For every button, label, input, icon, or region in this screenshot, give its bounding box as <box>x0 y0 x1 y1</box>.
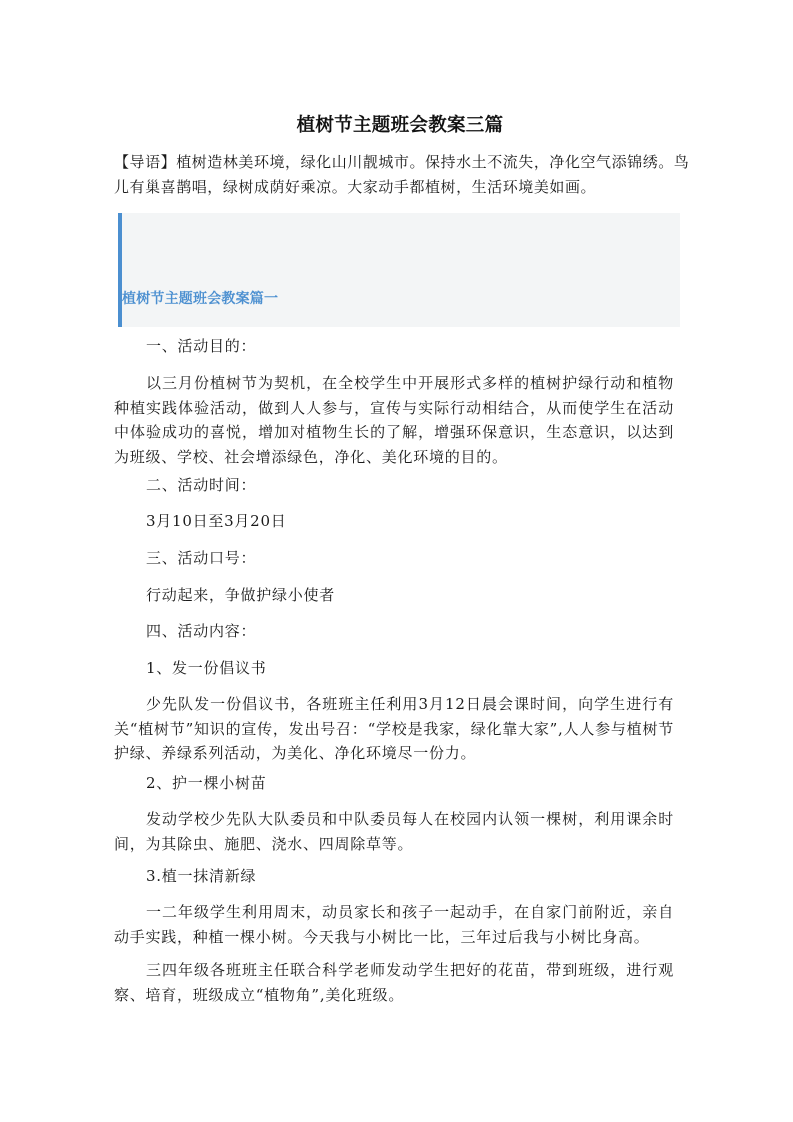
document-title: 植树节主题班会教案三篇 <box>296 115 504 136</box>
activity-slogan-value: 行动起来，争做护绿小使者 <box>146 586 336 604</box>
subheading-proposal: 1、发一份倡议书 <box>146 659 267 677</box>
paragraph-grade-1-2: 一二年级学生利用周末，动员家长和孩子一起动手，在自家门前附近，亲自动手实践，种植一棵小树。今天我与小树比一比，三年过后我与小树比身高。 <box>114 903 674 946</box>
paragraph-protect-sapling: 发动学校少先队大队委员和中队委员每人在校园内认领一棵树，利用课余时间，为其除虫、施肥、浇水、四周除草等。 <box>114 810 674 853</box>
section-heading-box <box>118 213 680 327</box>
intro-paragraph: 【导语】植树造林美环境，绿化山川靓城市。保持水土不流失，净化空气添锦绣。鸟儿有巢喜鹊唱，绿树成荫好乘凉。大家动手都植树，生活环境美如画。 <box>114 153 690 196</box>
heading-activity-purpose: 一、活动目的： <box>146 337 257 355</box>
heading-activity-content: 四、活动内容： <box>146 622 257 640</box>
subheading-plant-green: 3.植一抹清新绿 <box>146 867 257 885</box>
activity-time-value: 3月10日至3月20日 <box>146 512 287 530</box>
heading-activity-slogan: 三、活动口号： <box>146 549 257 567</box>
paragraph-proposal: 少先队发一份倡议书，各班班主任利用3月12日晨会课时间，向学生进行有关“植树节”知识的宣传，发出号召：“学校是我家，绿化靠大家”,人人参与植树节护绿、养绿系列活动，为美化、净化环境尽一份力。 <box>114 695 674 762</box>
heading-activity-time: 二、活动时间： <box>146 476 257 494</box>
section-heading: 植树节主题班会教案篇一 <box>122 291 279 307</box>
paragraph-grade-3-4: 三四年级各班班主任联合科学老师发动学生把好的花苗，带到班级，进行观察、培育，班级成立“植物角”,美化班级。 <box>114 961 674 1004</box>
subheading-protect-sapling: 2、护一棵小树苗 <box>146 774 267 792</box>
paragraph-activity-purpose: 以三月份植树节为契机，在全校学生中开展形式多样的植树护绿行动和植物种植实践体验活动，做到人人参与，宣传与实际行动相结合，从而使学生在活动中体验成功的喜悦，增加对植物生长的了解，增强环保意识，生态意识，以达到为班级、学校、社会增添绿色，净化、美化环境的目的。 <box>114 374 674 466</box>
